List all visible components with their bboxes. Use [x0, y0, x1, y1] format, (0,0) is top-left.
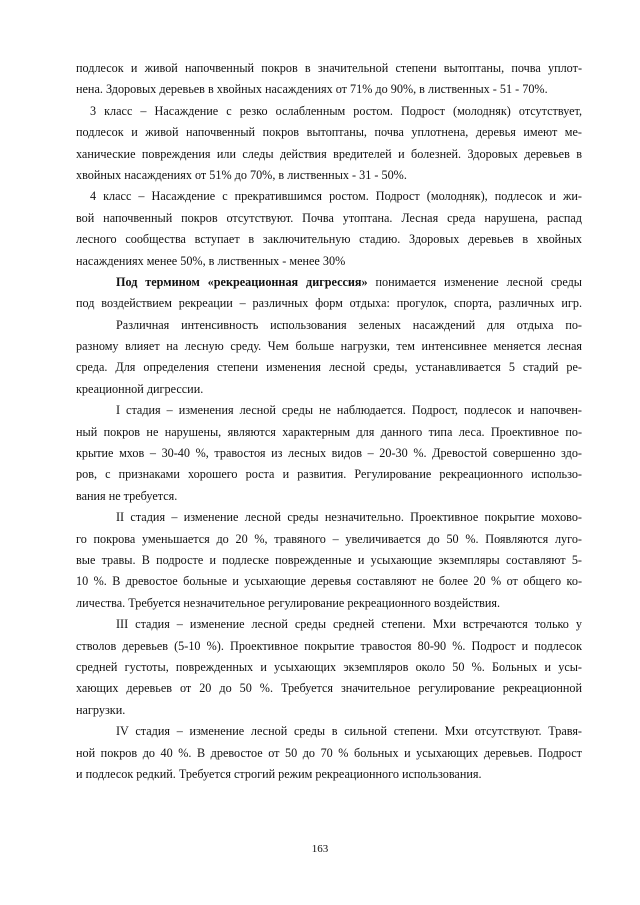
text-line: стволов деревьев (5-10 %). Проективное покрытие травостоя 80-90 %. Подрост и подлесок [76, 638, 582, 653]
text-line: II стадия – изменение лесной среды незначительно. Проективное покрытие мохово- [116, 510, 582, 525]
text-line: вой напочвенный покров отсутствуют. Почва утоптана. Лесная среда нарушена, распад [76, 210, 582, 225]
text-line: средней густоты, поврежденных и усыхающих экземпляров около 50 %. Больных и усы- [76, 659, 582, 674]
text-line: хвойных насаждениях от 51% до 70%, в лиственных - 31 - 50%. [76, 167, 407, 182]
text-line: III стадия – изменение лесной среды средней степени. Мхи встречаются только у [116, 617, 582, 632]
text-line: IV стадия – изменение лесной среды в сильной степени. Мхи отсутствуют. Травя- [116, 724, 582, 739]
text-line: Различная интенсивность использования зеленых насаждений для отдыха по- [116, 317, 582, 332]
body-text [76, 58, 582, 785]
text-line: го покрова уменьшается до 20 %, травяного – увеличивается до 50 %. Появляются луго- [76, 531, 582, 546]
text-line: личества. Требуется незначительное регулирование рекреационного воздействия. [76, 595, 501, 610]
text-line: ной покров до 40 %. В древостое от 50 до 70 % больных и усыхающих деревьев. Подрост [76, 745, 582, 760]
text-line: разному влияет на лесную среду. Чем больше нагрузки, тем интенсивнее меняется лесная [76, 339, 582, 354]
text-line: 10 %. В древостое больные и усыхающие деревья составляют не более 20 % от общего ко- [76, 574, 582, 589]
text-line: ров, с признаками хорошего роста и развития. Регулирование рекреационного использо- [76, 467, 582, 482]
text-line: хающих деревьев от 20 до 50 %. Требуется значительное регулирование рекреационной [76, 681, 582, 696]
text-line: под воздействием рекреации – различных форм отдыха: прогулок, спорта, различных игр. [76, 296, 582, 311]
text-line: подлесок и живой напочвенный покров в значительной степени вытоптаны, почва уплот- [76, 61, 582, 75]
text-line: 4 класс – Насаждение с прекратившимся ростом. Подрост (молодняк), подлесок и жи- [90, 189, 582, 204]
text-line: I стадия – изменения лесной среды не наблюдается. Подрост, подлесок и напочвен- [116, 403, 582, 418]
text-line: ный покров не нарушены, являются характерным для данного типа леса. Проективное по- [76, 424, 582, 439]
page-number: 163 [311, 843, 329, 855]
text-line: и подлесок редкий. Требуется строгий режим рекреационного использования. [76, 766, 482, 781]
text-line: нагрузки. [76, 702, 126, 717]
text-line: вания не требуется. [76, 488, 178, 503]
text-line: лесного сообщества вступает в заключительную стадию. Здоровых деревьев в хвойных [76, 232, 582, 247]
text-line: среда. Для определения степени изменения лесной среды, устанавливается 5 стадий ре- [76, 360, 582, 375]
bold-term: Под термином «рекреационная дигрессия» [116, 274, 368, 289]
text-line: насаждениях менее 50%, в лиственных - менее 30% [76, 253, 346, 268]
text-line: креационной дигрессии. [76, 381, 204, 396]
text-line: подлесок и живой напочвенный покров вытоптаны, почва уплотнена, деревья имеют ме- [76, 125, 582, 140]
text-line: вые травы. В подросте и подлеске поврежденные и усыхающие экземпляры составляют 5- [76, 552, 582, 567]
text-line-term [76, 272, 582, 293]
text-line: крытие мхов – 30-40 %, травостоя из лесных видов – 20-30 %. Древостой совершенно здо- [76, 446, 582, 461]
text-line: 3 класс – Насаждение с резко ослабленным ростом. Подрост (молодняк) отсутствует, [90, 103, 582, 118]
text-fragment: понимается изменение лесной среды [367, 274, 582, 289]
text-line: нена. Здоровых деревьев в хвойных насаждениях от 71% до 90%, в лиственных - 51 - 70%. [76, 82, 548, 97]
text-line: ханические повреждения или следы действия вредителей и болезней. Здоровых деревьев в [76, 146, 582, 161]
